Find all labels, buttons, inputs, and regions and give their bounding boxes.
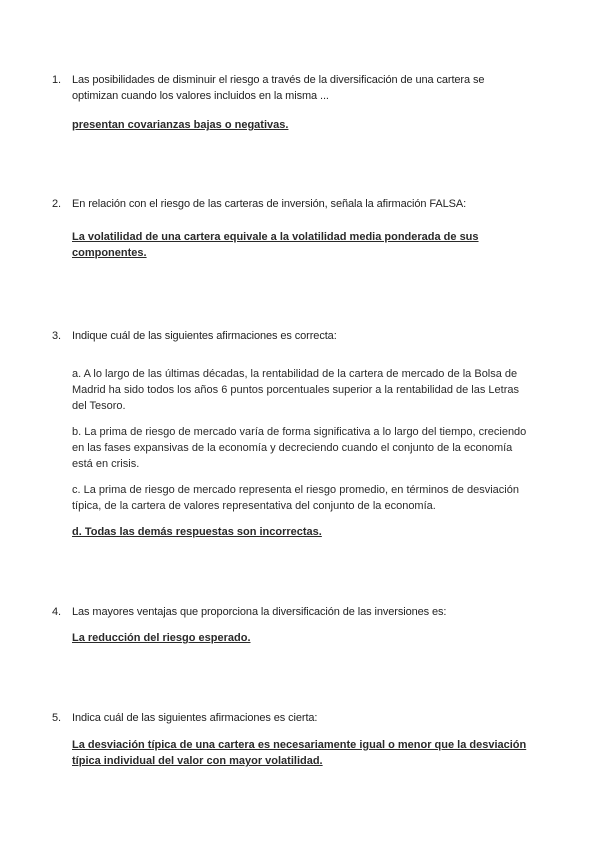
question-row: [52, 196, 532, 212]
answer-text: La reducción del riesgo esperado.: [72, 632, 251, 644]
option-b: b. La prima de riesgo de mercado varía de forma significativa a lo largo del tiempo, creciendo en las fases expansivas de la economía y decreciendo cuando el conjunto de la economía está en crisis.: [72, 426, 527, 470]
question-3: [52, 328, 532, 540]
question-row: [52, 328, 532, 344]
question-text: Indica cuál de las siguientes afirmaciones es cierta:: [72, 712, 318, 724]
answer-text: La desviación típica de una cartera es necesariamente igual o menor que la desviación típica individual del valor con mayor volatilidad.: [72, 739, 527, 767]
question-row: [52, 604, 532, 620]
question-number: 5.: [52, 712, 61, 724]
question-4: [52, 604, 532, 646]
question-row: [52, 710, 532, 726]
question-text: Las posibilidades de disminuir el riesgo a través de la diversificación de una cartera se optimizan cuando los valores incluidos en la misma ...: [72, 74, 485, 102]
option-c: c. La prima de riesgo de mercado representa el riesgo promedio, en términos de desviación típica, de la cartera de valores representativa del conjunto de la economía.: [72, 484, 519, 512]
question-5: [52, 710, 532, 769]
option-a: a. A lo largo de las últimas décadas, la rentabilidad de la cartera de mercado de la Bolsa de Madrid ha sido todos los años 6 puntos porcentuales superior a la rentabilidad de las Letras del Tesoro.: [72, 368, 519, 412]
answer-text: presentan covarianzas bajas o negativas.: [72, 119, 289, 131]
question-number: 1.: [52, 74, 61, 86]
question-row: [52, 72, 532, 104]
answer-text: La volatilidad de una cartera equivale a la volatilidad media ponderada de sus componentes.: [72, 231, 479, 259]
question-number: 4.: [52, 606, 61, 618]
question-1: [52, 72, 532, 133]
question-text: Indique cuál de las siguientes afirmaciones es correcta:: [72, 330, 337, 342]
question-text: Las mayores ventajas que proporciona la diversificación de las inversiones es:: [72, 606, 447, 618]
question-number: 2.: [52, 198, 61, 210]
question-2: [52, 196, 532, 261]
question-text: En relación con el riesgo de las carteras de inversión, señala la afirmación FALSA:: [72, 198, 467, 210]
answer-text: d. Todas las demás respuestas son incorrectas.: [72, 526, 322, 538]
question-number: 3.: [52, 330, 61, 342]
